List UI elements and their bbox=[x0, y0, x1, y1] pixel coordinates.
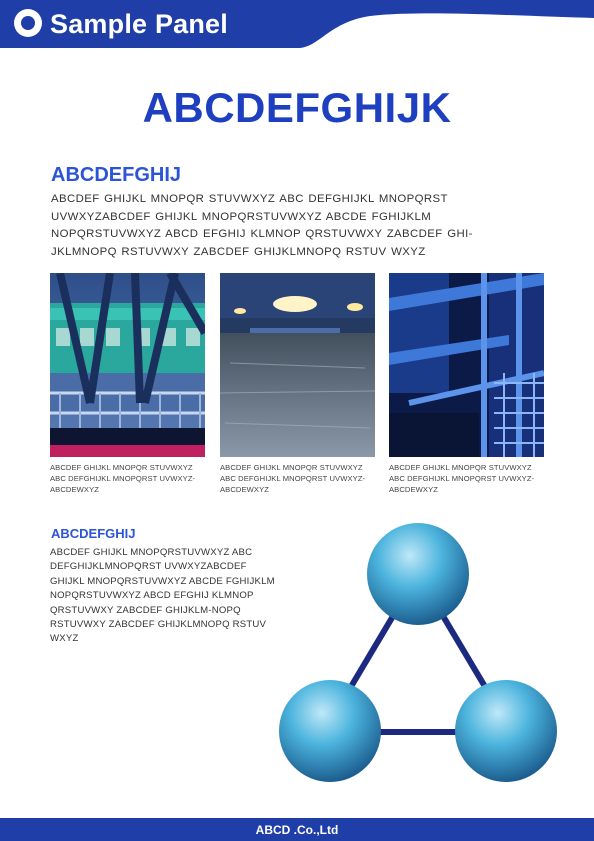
sphere-node-right bbox=[455, 680, 557, 782]
section-body-text: ABCDEF GHIJKL MNOPQR STUVWXYZ ABC DEFGHIJKL MNOPQRST UVWXYZABCDEF GHIJKL MNOPQRSTUVWXYZ ABCDE FGHIJKLM NOPQRSTUVWXYZ ABCD EFGHIJ KLMNOP QRSTUVWXY ZABCDEF GHI-JKLMNOPQ RSTUVWXY ZABCDEF GHIJKLMNOPQ RSTUV WXYZ bbox=[51, 193, 473, 258]
photo-caption: ABCDEF GHIJKL MNOPQR STUVWXYZ ABC DEFGHIJKL MNOPQRST UVWXYZ-ABCDEWXYZ bbox=[50, 463, 196, 494]
brand-title: Sample Panel bbox=[50, 9, 228, 39]
footer-bar bbox=[0, 818, 594, 841]
section-heading: ABCDEFGHIJ bbox=[51, 164, 182, 186]
company-name: ABCD .Co.,Ltd bbox=[255, 823, 339, 837]
bridge-train-photo bbox=[50, 273, 205, 457]
page-title: ABCDEFGHIJK bbox=[142, 84, 452, 131]
photo-caption: ABCDEF GHIJKL MNOPQR STUVWXYZ ABC DEFGHIJKL MNOPQRST UVWXYZ-ABCDEWXYZ bbox=[220, 463, 366, 494]
logo-icon bbox=[14, 9, 42, 37]
section-heading: ABCDEFGHIJ bbox=[51, 526, 136, 541]
sphere-node-left bbox=[279, 680, 381, 782]
sphere-node-top bbox=[367, 523, 469, 625]
section-body-text: ABCDEF GHIJKL MNOPQRSTUVWXYZ ABC DEFGHIJKLMNOPQRST UVWXYZABCDEF GHIJKL MNOPQRSTUVWXYZ ABCDE FGHIJKLM NOPQRSTUVWXYZ ABCD EFGHIJ KLMNOP QRSTUVWXY ZABCDEF GHIJKLM-NOPQ RSTUVWXY ZABCDEF GHIJKLMNOPQ RSTUV WXYZ bbox=[50, 547, 275, 645]
steel-structure-photo bbox=[389, 273, 544, 457]
header-banner bbox=[0, 0, 594, 52]
sphere-network-diagram bbox=[270, 510, 570, 800]
photo-caption: ABCDEF GHIJKL MNOPQR STUVWXYZ ABC DEFGHIJKL MNOPQRST UVWXYZ-ABCDEWXYZ bbox=[389, 463, 535, 494]
walkway-photo bbox=[220, 273, 375, 457]
